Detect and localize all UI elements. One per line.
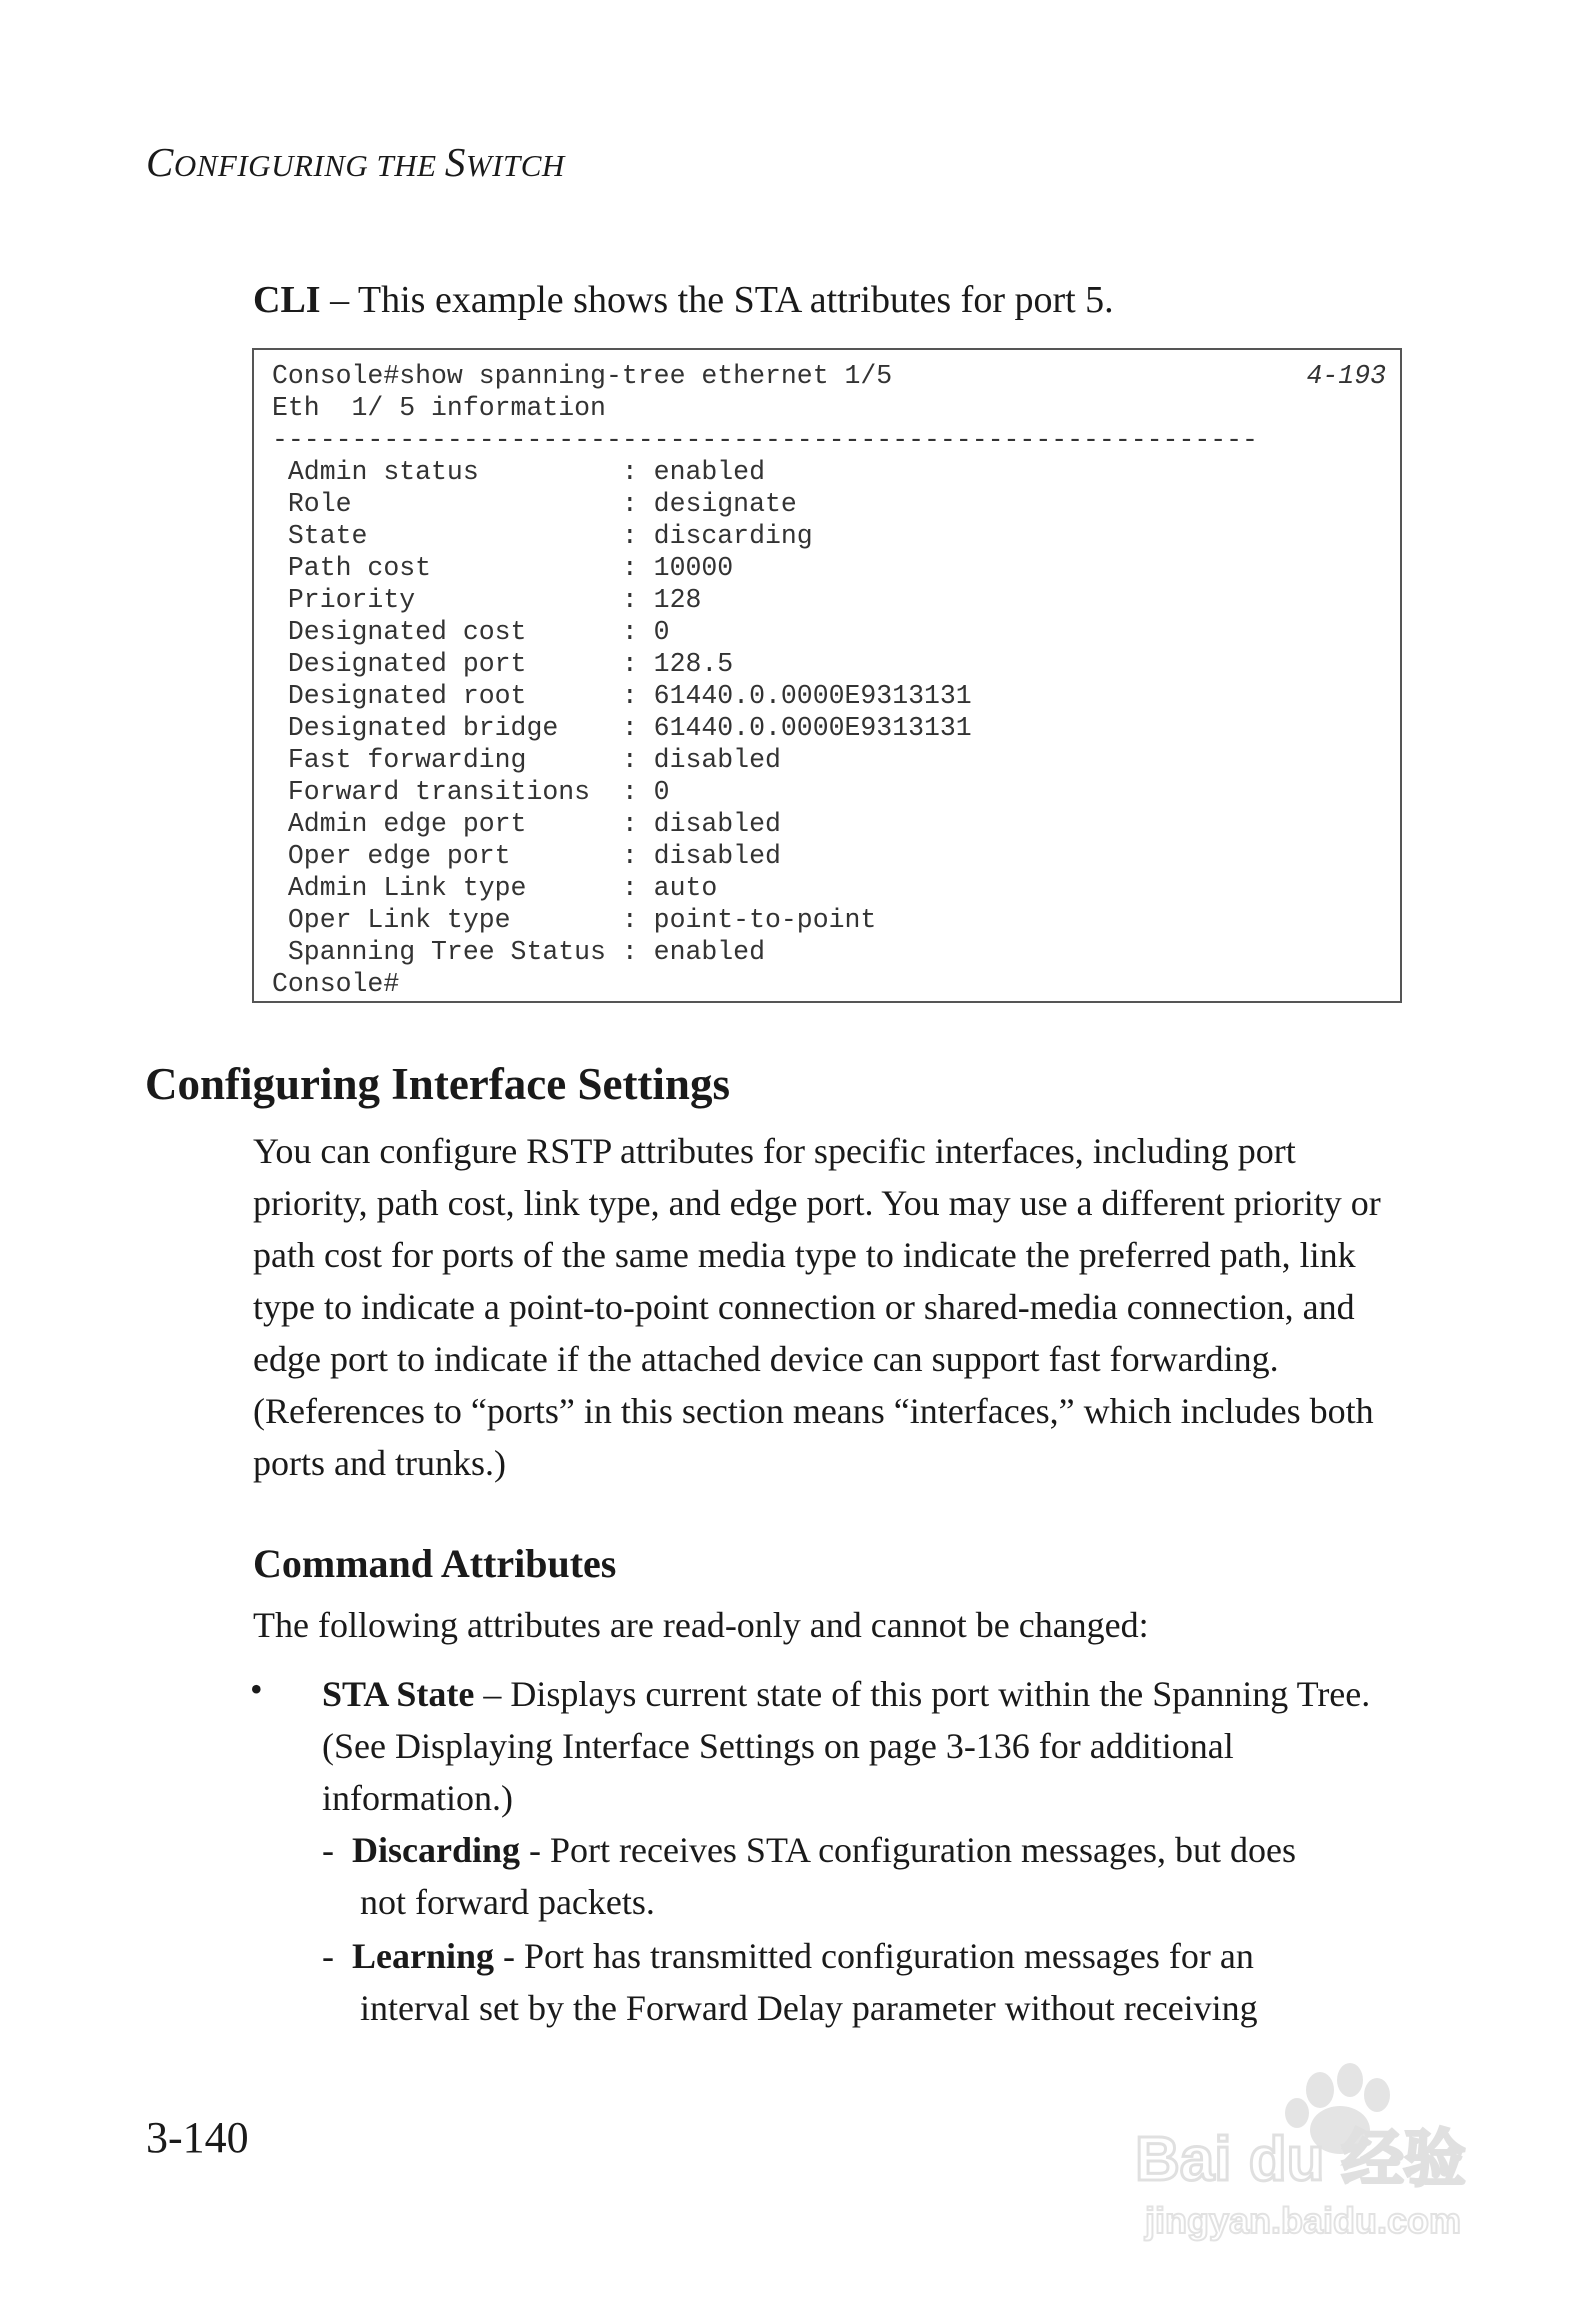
command-attributes-title: Command Attributes xyxy=(253,1541,617,1586)
command-page-reference: 4-193 xyxy=(1306,361,1386,391)
console-output: Console#show spanning-tree ethernet 1/5 Eth 1/ 5 information -------------------------------------------------------------- Admin status : enabled Role : designate State : discarding Path cost : 10000 Priority : 128 Designated cost : 0 Designated port : 128.5 Designated root : 61440.0.0000E9313131 Designated bridge : 61440.0.0000E9313131 Fast forwarding : disabled Forward transitions : 0 Admin edge port : disabled Oper edge port : disabled Admin Link type : auto Oper Link type : point-to-point Spanning Tree Status : enabled Console# xyxy=(272,361,1258,999)
watermark-brand: Bai du 经验 xyxy=(1135,2125,1466,2194)
console-output-box xyxy=(252,348,1402,1003)
section-body: You can configure RSTP attributes for specific interfaces, including port priority, path cost, link type, and edge port. You may use a different priority or path cost for ports of the same media type to indicate the preferred path, link type to indicate a point-to-point connection or shared-media connection, and edge port to indicate if the attached device can support fast forwarding. (References to “ports” in this section means “interfaces,” which includes both ports and trunks.) xyxy=(253,1131,1381,1483)
cli-intro-text: – This example shows the STA attributes for port 5. xyxy=(320,279,1114,321)
cli-label: CLI xyxy=(253,279,321,321)
running-header: CONFIGURING THE SWITCH xyxy=(146,139,565,185)
cli-intro xyxy=(253,278,1114,322)
section-title: Configuring Interface Settings xyxy=(145,1059,730,1109)
attributes-lead: The following attributes are read-only and cannot be changed: xyxy=(253,1605,1149,1645)
sta-state-text: – Displays current state of this port within the Spanning Tree. (See Displaying Interface Settings on page 3-136 for additional information.) xyxy=(322,1674,1371,1818)
page-number: 3-140 xyxy=(146,2113,249,2162)
sta-state-label: STA State xyxy=(322,1674,475,1714)
sub-item-learning: - Learning - Port has transmitted configuration messages for an interval set by the Forward Delay parameter without receiving xyxy=(322,1936,1258,2028)
watermark-url: jingyan.baidu.com xyxy=(1145,2200,1462,2241)
bullet-icon: • xyxy=(250,1669,263,1709)
baidu-jingyan-watermark xyxy=(1125,2055,1505,2245)
sta-state-item xyxy=(322,1668,1412,1824)
sub-item-discarding: - Discarding - Port receives STA configuration messages, but does not forward packets. xyxy=(322,1830,1296,1922)
sub-item-label: Learning xyxy=(352,1936,495,1976)
sub-item-label: Discarding xyxy=(352,1830,521,1870)
